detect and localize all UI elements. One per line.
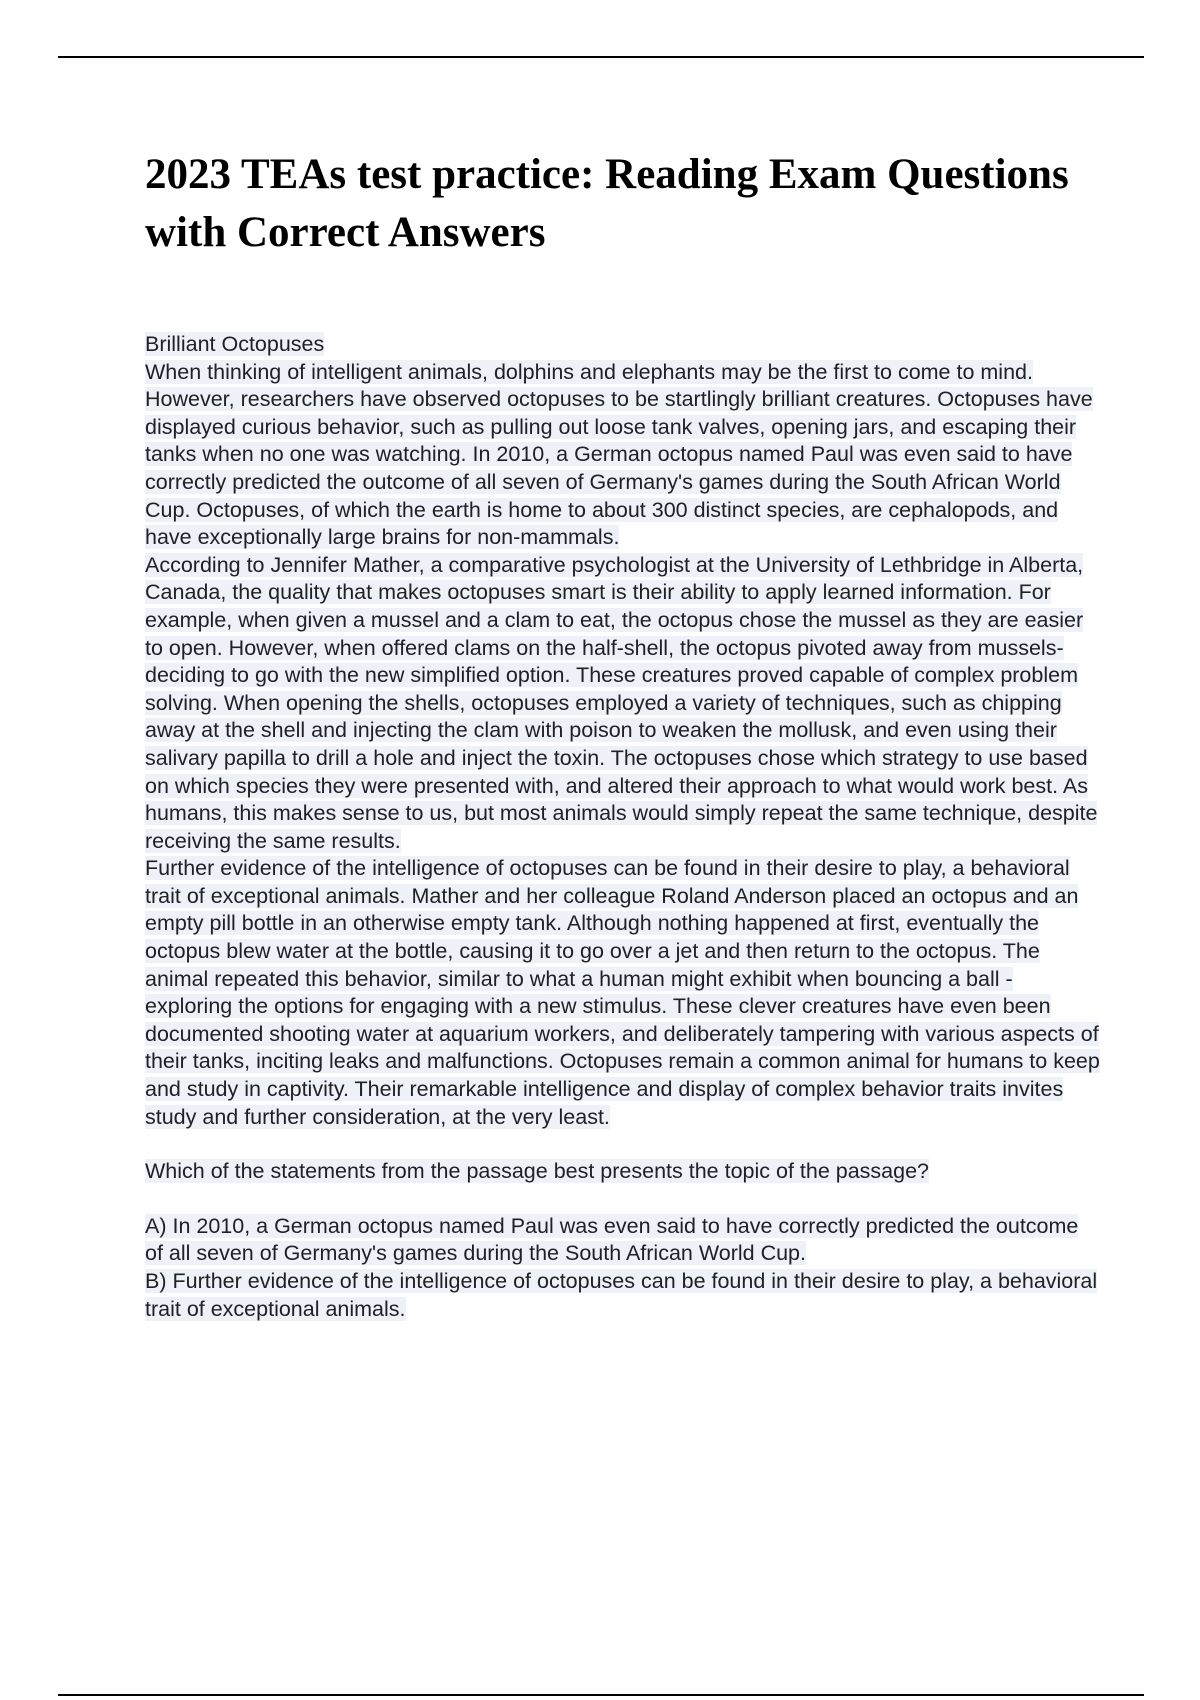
question-prompt-text: Which of the statements from the passage best presents the topic of the passage? (145, 1159, 930, 1184)
passage-paragraph-2 (145, 552, 1100, 856)
document-body (145, 331, 1100, 1323)
answer-options (145, 1213, 1100, 1323)
answer-option-b-text: B) Further evidence of the intelligence of octopuses can be found in their desire to play, a behavioral trait of exceptional animals. (145, 1269, 1098, 1321)
answer-option-a-text: A) In 2010, a German octopus named Paul was even said to have correctly predicted the outcome of all seven of Germany's games during the South African World Cup. (145, 1213, 1079, 1266)
passage-heading-text: Brilliant Octopuses (145, 332, 325, 356)
passage-paragraph-1 (145, 359, 1100, 552)
passage-paragraph-3-text: Further evidence of the intelligence of octopuses can be found in their desire to play, a behavioral trait of exceptional animals. Mather and her colleague Roland Anderson placed an octopus and an empty pill bottle in an otherwise empty tank. Although nothing happened at first, eventually the octopus blew water at the bottle, causing it to go over a jet and then return to the octopus. The animal repeated this behavior, similar to what a human might exhibit when bouncing a ball - exploring the options for engaging with a new stimulus. These clever creatures have even been documented shooting water at aquarium workers, and deliberately tampering with various aspects of their tanks, inciting leaks and malfunctions. Octopuses remain a common animal for humans to keep and study in captivity. Their remarkable intelligence and display of complex behavior traits invites study and further consideration, at the very least. (145, 856, 1100, 1129)
passage-paragraph-1-text: When thinking of intelligent animals, dolphins and elephants may be the first to come to mind. However, researchers have observed octopuses to be startlingly brilliant creatures. Octopuses have displayed curious behavior, such as pulling out loose tank valves, opening jars, and escaping their tanks when no one was watching. In 2010, a German octopus named Paul was even said to have correctly predicted the outcome of all seven of Germany's games during the South African World Cup. Octopuses, of which the earth is home to about 300 distinct species, are cephalopods, and have exceptionally large brains for non-mammals. (145, 359, 1093, 550)
document-title: 2023 TEAs test practice: Reading Exam Questions with Correct Answers (145, 151, 1069, 256)
bottom-rule (58, 1694, 1144, 1696)
passage-paragraph-2-text: According to Jennifer Mather, a comparative psychologist at the University of Lethbridge in Alberta, Canada, the quality that makes octopuses smart is their ability to apply learned information. For example, when given a mussel and a clam to eat, the octopus chose the mussel as they are easier to open. However, when offered clams on the half-shell, the octopus pivoted away from mussels- deciding to go with the new simplified option. These creatures proved capable of complex problem solving. When opening the shells, octopuses employed a variety of techniques, such as chipping away at the shell and injecting the clam with poison to weaken the mollusk, and even using their salivary papilla to drill a hole and inject the toxin. The octopuses chose which strategy to use based on which species they were presented with, and altered their approach to what would work best. As humans, this makes sense to us, but most animals would simply repeat the same technique, despite receiving the same results. (145, 552, 1098, 853)
passage-paragraph-3 (145, 855, 1100, 1131)
passage-heading (145, 331, 1100, 359)
answer-option-a (145, 1213, 1100, 1268)
top-rule (58, 56, 1144, 58)
answer-option-b (145, 1268, 1100, 1323)
question-prompt (145, 1158, 1100, 1186)
